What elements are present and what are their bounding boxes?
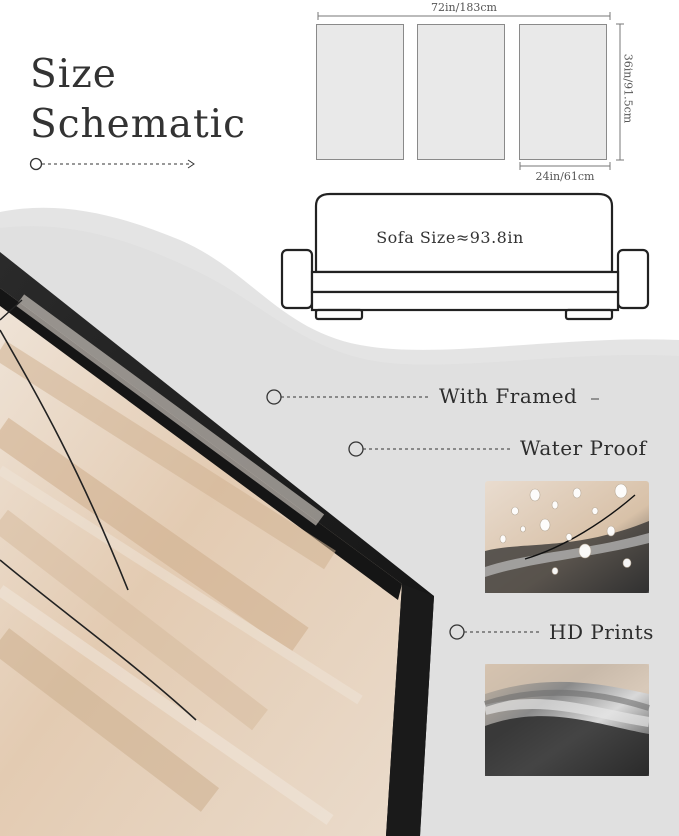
canvas-panel-middle [417,24,505,160]
feature-water-proof-label: Water Proof [520,436,647,460]
canvas-panel-left [316,24,404,160]
sofa-size-label: Sofa Size≈93.8in [376,228,524,247]
title-line-size: Size [30,52,117,97]
heading-arrow-icon [31,159,195,170]
total-width-label: 72in/183cm [431,1,497,14]
canvas-panel-right [519,24,607,160]
sofa-outline [282,194,648,319]
panel-width-label: 24in/61cm [535,170,595,183]
title-line-schematic: Schematic [30,102,246,147]
feature-hd-prints-label: HD Prints [549,620,654,644]
feature-framed-label: With Framed [439,384,578,408]
page-title [30,50,246,150]
hd-prints-image [485,664,649,776]
water-proof-image [485,481,649,593]
height-label: 36in/91.5cm [621,53,635,124]
